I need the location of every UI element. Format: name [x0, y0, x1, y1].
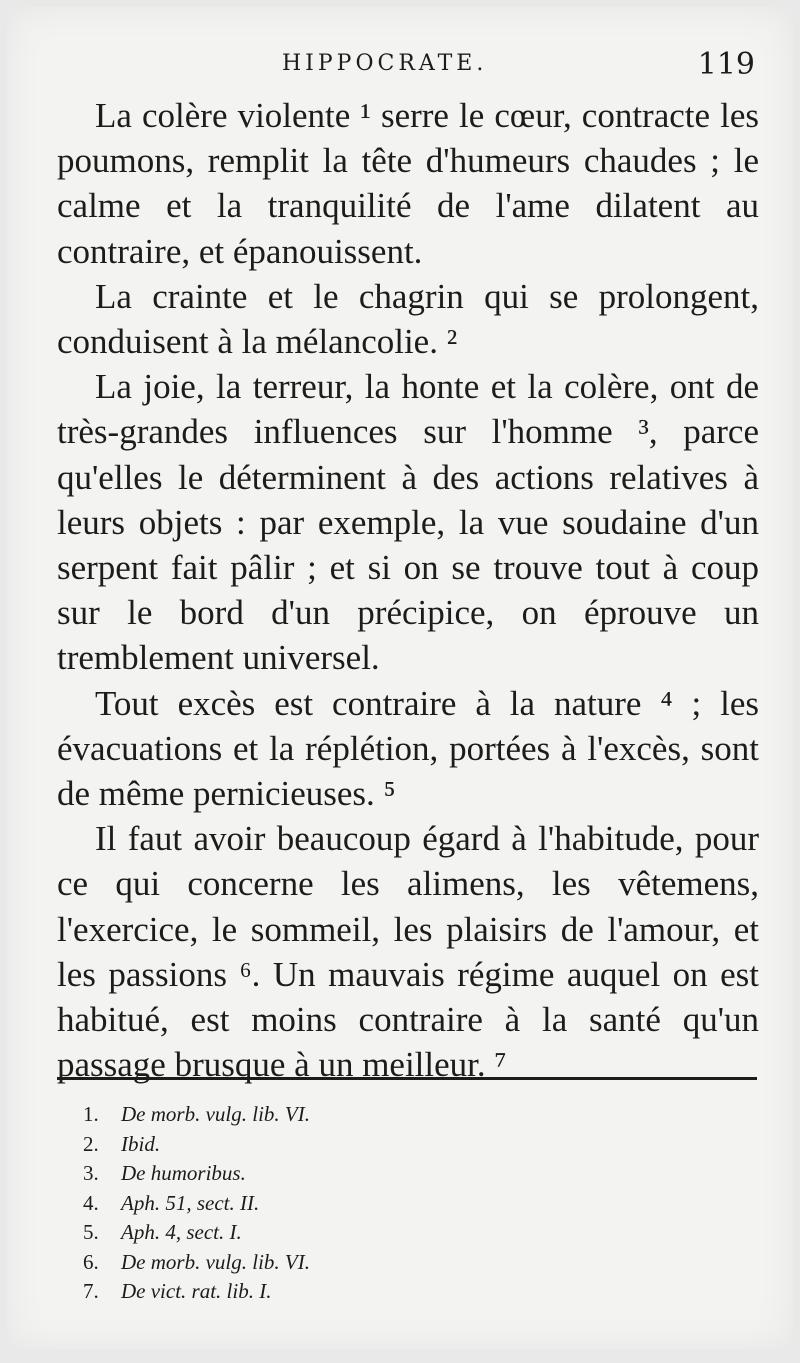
footnote-text: De morb. vulg. lib. VI.	[121, 1102, 310, 1126]
footnote-number: 1.	[83, 1102, 99, 1126]
footnote-text: De humoribus.	[121, 1161, 246, 1185]
footnote-item	[83, 1189, 763, 1219]
footnote-text: De morb. vulg. lib. VI.	[121, 1249, 310, 1274]
footnote-text: Aph. 51, sect. II.	[121, 1190, 260, 1215]
footnote-number: 6.	[83, 1249, 99, 1274]
footnote-number: 3.	[83, 1161, 99, 1185]
body-text	[57, 93, 759, 1087]
page-number: 119	[697, 47, 755, 82]
footnote-number: 7.	[83, 1279, 99, 1303]
paragraph: Tout excès est contraire à la nature ⁴ ; les évacuations et la réplétion, portées à l'excès, sont de même pernicieuses. ⁵	[57, 683, 759, 814]
paragraph: La colère violente ¹ serre le cœur, contracte les poumons, remplit la tête d'humeurs chaudes ; le calme et la tranquilité de l'ame dilatent au contraire, et épanouissent.	[57, 96, 759, 271]
book-page	[7, 7, 793, 1349]
footnote-item	[83, 1218, 763, 1248]
footnote-item	[83, 1159, 763, 1189]
footnote-item	[83, 1277, 763, 1307]
footnote-rule	[57, 1077, 757, 1080]
footnote-text: De vict. rat. lib. I.	[121, 1279, 272, 1303]
footnote-item	[83, 1130, 763, 1160]
footnote-text: Ibid.	[121, 1131, 161, 1156]
footnote-item	[83, 1100, 763, 1130]
footnote-text: Aph. 4, sect. I.	[121, 1220, 242, 1244]
running-title: HIPPOCRATE.	[282, 51, 488, 76]
footnote-number: 5.	[83, 1220, 99, 1244]
footnote-number: 4.	[83, 1190, 99, 1215]
paragraph: La joie, la terreur, la honte et la colère, ont de très-grandes influences sur l'homme ³, parce qu'elles le déterminent à des actions relatives à leurs objets : par exemple, la vue soudaine d'un serpent fait pâlir ; et si on se trouve tout à coup sur le bord d'un précipice, on éprouve un tremblement universel.	[57, 367, 759, 678]
footnotes	[83, 1100, 763, 1307]
footnote-number: 2.	[83, 1131, 99, 1156]
paragraph: Il faut avoir beaucoup égard à l'habitude, pour ce qui concerne les alimens, les vêtemens, l'exercice, le sommeil, les plaisirs de l'amour, et les passions ⁶. Un mauvais régime auquel on est habitué, est moins contraire à la santé qu'un passage brusque à un meilleur. ⁷	[57, 819, 759, 1085]
paragraph: La crainte et le chagrin qui se prolongent, conduisent à la mélancolie. ²	[57, 276, 759, 362]
footnote-item	[83, 1248, 763, 1278]
